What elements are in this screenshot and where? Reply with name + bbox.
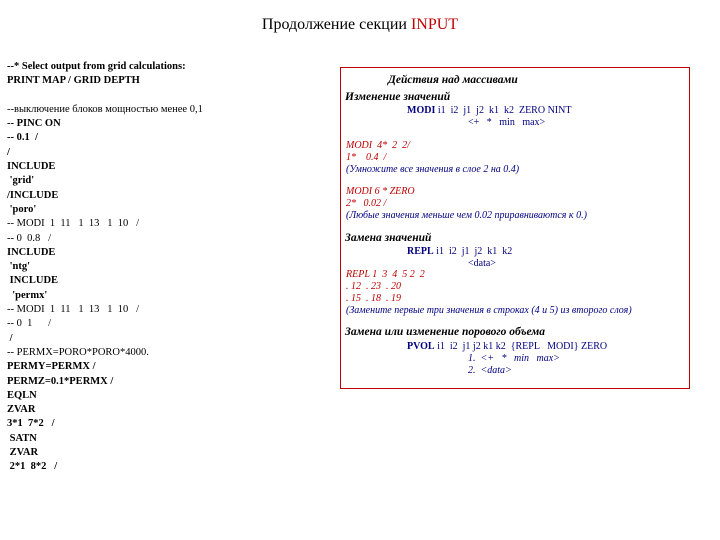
code-line: /	[7, 332, 13, 344]
code-line: INCLUDE	[7, 161, 56, 173]
modi-syntax	[407, 105, 571, 116]
code-line: 3*1 7*2 /	[7, 418, 55, 430]
code-line: 'ntg'	[7, 261, 31, 273]
pvol-option-2: 2. <data>	[468, 365, 512, 376]
pvol-args: i1 i2 j1 j2 k1 k2 {REPL MODI} ZERO	[434, 341, 608, 352]
code-line: -- PINC ON	[7, 118, 61, 130]
repl-data: <data>	[468, 258, 496, 269]
code-line: ZVAR	[7, 447, 39, 459]
replace-values-heading: Замена значений	[345, 232, 432, 244]
pvol-option-1: 1. <+ * min max>	[468, 353, 560, 364]
code-line: 'permx'	[7, 289, 48, 301]
code-line: -- PERMX=PORO*PORO*4000.	[7, 346, 149, 358]
code-line: /INCLUDE	[7, 189, 59, 201]
modi-example-1-line-2: 1* 0.4 /	[346, 152, 387, 163]
modi-example-1-line-1: MODI 4* 2 2/	[346, 140, 410, 151]
modi-example-2-line-1: MODI 6 * ZERO	[346, 186, 415, 197]
code-line: --выключение блоков мощностью менее 0,1	[7, 103, 203, 115]
code-line: -- 0 0.8 /	[7, 232, 52, 244]
code-line: PERMZ=0.1*PERMX /	[7, 375, 114, 387]
repl-example-line-1: REPL 1 3 4 5 2 2	[346, 269, 425, 280]
repl-example-line-2: . 12 . 23 . 20	[346, 281, 401, 292]
actions-heading: Действия над массивами	[388, 74, 518, 86]
pvol-syntax	[407, 341, 607, 352]
repl-syntax	[407, 246, 512, 257]
pore-volume-heading: Замена или изменение порового объема	[345, 326, 545, 338]
code-line: 2*1 8*2 /	[7, 461, 58, 473]
repl-example-line-3: . 15 . 18 . 19	[346, 293, 401, 304]
modi-operators: <+ * min max>	[468, 117, 546, 128]
code-line: SATN	[7, 432, 37, 444]
code-line: /	[7, 146, 10, 158]
code-line: INCLUDE	[7, 275, 59, 287]
code-line: EQLN	[7, 389, 37, 401]
code-line: INCLUDE	[7, 246, 56, 258]
code-line: PRINT MAP / GRID DEPTH	[7, 75, 140, 87]
repl-keyword: REPL	[407, 246, 434, 257]
code-line: ZVAR	[7, 404, 36, 416]
slide-title	[0, 16, 720, 34]
code-line: 'poro'	[7, 203, 37, 215]
code-line: -- MODI 1 11 1 13 1 10 /	[7, 304, 140, 316]
repl-args: i1 i2 j1 j2 k1 k2	[433, 246, 513, 257]
modi-example-1-note: (Умножите все значения в слое 2 на 0.4)	[346, 164, 520, 175]
title-prefix: Продолжение секции	[261, 16, 411, 33]
code-line: --* Select output from grid calculations:	[7, 61, 186, 72]
modi-args: i1 i2 j1 j2 k1 k2 ZERO NINT	[435, 105, 572, 116]
code-line: -- MODI 1 11 1 13 1 10 /	[7, 218, 140, 230]
modi-keyword: MODI	[407, 105, 436, 116]
modi-example-2-line-2: 2* 0.02 /	[346, 198, 387, 209]
repl-example-note: (Замените первые три значения в строках (4 и 5) из второго слоя)	[346, 305, 632, 316]
code-line: PERMY=PERMX /	[7, 361, 96, 373]
change-values-heading: Изменение значений	[345, 91, 451, 103]
code-line: 'grid'	[7, 175, 35, 187]
code-line	[7, 89, 337, 103]
input-section-code	[7, 60, 337, 475]
code-line: -- 0.1 /	[7, 132, 38, 144]
modi-example-2-note: (Любые значения меньше чем 0.02 приравниваются к 0.)	[346, 210, 587, 221]
title-highlight: INPUT	[410, 16, 459, 33]
code-line: -- 0 1 /	[7, 318, 52, 330]
pvol-keyword: PVOL	[407, 341, 435, 352]
